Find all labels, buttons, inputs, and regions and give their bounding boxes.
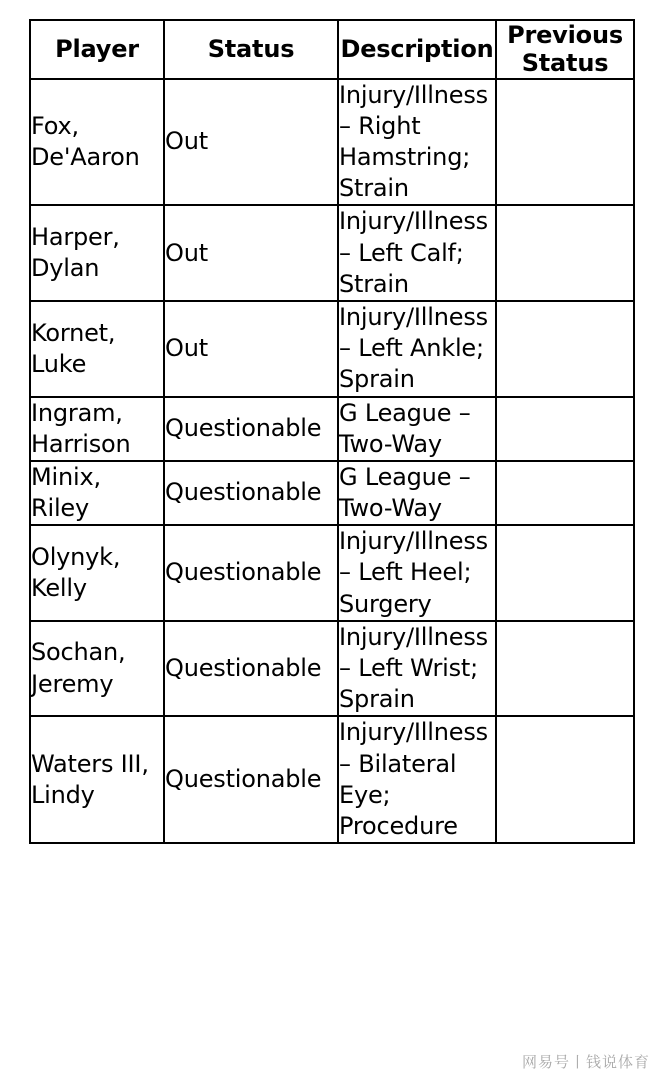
- watermark: 网易号丨钱说体育: [521, 1053, 650, 1071]
- column-header-description: Description: [338, 20, 496, 79]
- cell-previous-status: [496, 397, 634, 461]
- table-header-row: [30, 20, 634, 79]
- cell-player: Sochan, Jeremy: [30, 621, 164, 717]
- cell-player: Waters III, Lindy: [30, 716, 164, 843]
- table-row: [30, 79, 634, 206]
- cell-previous-status: [496, 79, 634, 206]
- table-row: [30, 397, 634, 461]
- cell-player: Olynyk, Kelly: [30, 525, 164, 621]
- cell-player: Minix, Riley: [30, 461, 164, 525]
- table-row: [30, 525, 634, 621]
- cell-player: Harper, Dylan: [30, 205, 164, 301]
- table-row: [30, 621, 634, 717]
- cell-description: Injury/Illness – Right Hamstring; Strain: [338, 79, 496, 206]
- table-row: [30, 301, 634, 397]
- column-header-status: Status: [164, 20, 338, 79]
- cell-player: Ingram, Harrison: [30, 397, 164, 461]
- cell-previous-status: [496, 461, 634, 525]
- column-header-player: Player: [30, 20, 164, 79]
- table-header: [30, 20, 634, 79]
- cell-status: Out: [164, 301, 338, 397]
- cell-previous-status: [496, 525, 634, 621]
- cell-status: Questionable: [164, 716, 338, 843]
- injury-report-table: [29, 19, 635, 844]
- cell-previous-status: [496, 205, 634, 301]
- cell-player: Kornet, Luke: [30, 301, 164, 397]
- cell-status: Questionable: [164, 525, 338, 621]
- cell-description: G League – Two-Way: [338, 397, 496, 461]
- cell-description: Injury/Illness – Bilateral Eye; Procedure: [338, 716, 496, 843]
- cell-description: Injury/Illness – Left Heel; Surgery: [338, 525, 496, 621]
- cell-status: Out: [164, 205, 338, 301]
- cell-description: G League – Two-Way: [338, 461, 496, 525]
- column-header-previous-status: Previous Status: [496, 20, 634, 79]
- cell-player: Fox, De'Aaron: [30, 79, 164, 206]
- cell-previous-status: [496, 716, 634, 843]
- cell-status: Out: [164, 79, 338, 206]
- cell-status: Questionable: [164, 397, 338, 461]
- cell-description: Injury/Illness – Left Calf; Strain: [338, 205, 496, 301]
- cell-previous-status: [496, 621, 634, 717]
- cell-description: Injury/Illness – Left Wrist; Sprain: [338, 621, 496, 717]
- cell-description: Injury/Illness – Left Ankle; Sprain: [338, 301, 496, 397]
- table-row: [30, 205, 634, 301]
- cell-status: Questionable: [164, 461, 338, 525]
- table-body: [30, 79, 634, 844]
- table-row: [30, 716, 634, 843]
- cell-previous-status: [496, 301, 634, 397]
- cell-status: Questionable: [164, 621, 338, 717]
- table-row: [30, 461, 634, 525]
